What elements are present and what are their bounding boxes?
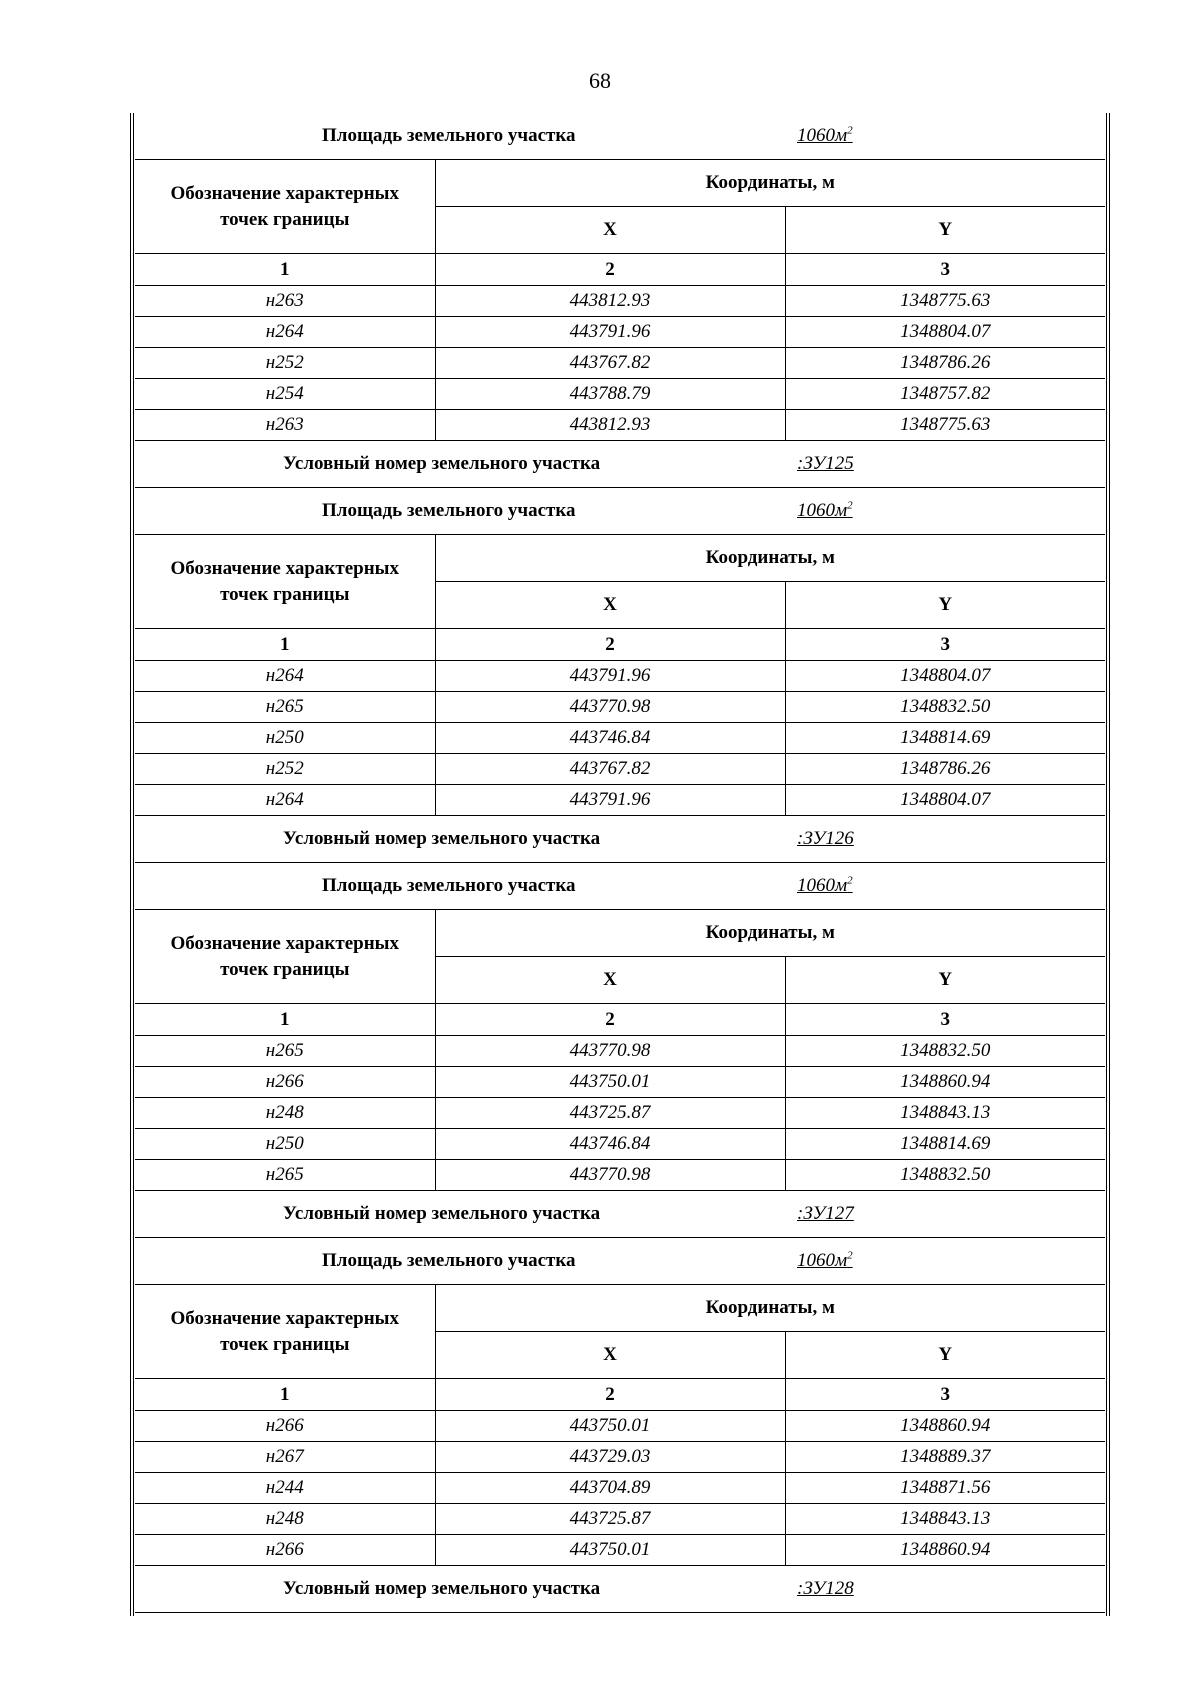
point-y: 1348775.63 [785, 410, 1105, 441]
table-row [135, 379, 1105, 410]
area-number: 1060 [797, 1250, 835, 1271]
point-designation: н266 [135, 1067, 435, 1098]
point-y: 1348871.56 [785, 1473, 1105, 1504]
table-row [135, 692, 1105, 723]
point-designation: н265 [135, 692, 435, 723]
table-row [135, 410, 1105, 441]
table-row [135, 1160, 1105, 1191]
conditional-number-label: Условный номер земельного участка [135, 441, 785, 488]
table-row [135, 1504, 1105, 1535]
area-unit-power: 2 [847, 874, 853, 887]
point-y: 1348832.50 [785, 1160, 1105, 1191]
point-x: 443767.82 [435, 754, 785, 785]
area-row [135, 863, 1105, 910]
column-number-1: 1 [135, 629, 435, 661]
x-header: X [435, 1332, 785, 1379]
point-y: 1348757.82 [785, 379, 1105, 410]
point-x: 443729.03 [435, 1442, 785, 1473]
point-x: 443770.98 [435, 1036, 785, 1067]
table-row [135, 1067, 1105, 1098]
coordinates-header: Координаты, м [435, 160, 1105, 207]
area-number: 1060 [797, 500, 835, 521]
conditional-number-text: :ЗУ128 [797, 1578, 854, 1599]
y-header: Y [785, 1332, 1105, 1379]
area-unit-power: 2 [847, 124, 853, 137]
area-label: Площадь земельного участка [135, 488, 785, 535]
frame-left-inner-line [133, 113, 134, 1616]
table-row [135, 754, 1105, 785]
coordinates-header: Координаты, м [435, 1285, 1105, 1332]
conditional-number-row [135, 1191, 1105, 1238]
point-designation: н265 [135, 1160, 435, 1191]
column-number-3: 3 [785, 1379, 1105, 1411]
column-number-2: 2 [435, 629, 785, 661]
point-x: 443746.84 [435, 1129, 785, 1160]
conditional-number-text: :ЗУ125 [797, 453, 854, 474]
point-designation: н264 [135, 317, 435, 348]
header-row [135, 910, 1105, 957]
point-designation: н250 [135, 723, 435, 754]
table-row [135, 1098, 1105, 1129]
table-row [135, 1442, 1105, 1473]
point-designation: н252 [135, 348, 435, 379]
coordinates-header: Координаты, м [435, 535, 1105, 582]
y-header: Y [785, 207, 1105, 254]
point-x: 443750.01 [435, 1535, 785, 1566]
point-designation: н248 [135, 1504, 435, 1535]
area-label: Площадь земельного участка [135, 113, 785, 160]
table-row [135, 1129, 1105, 1160]
conditional-number-value [785, 1191, 1105, 1238]
area-row [135, 1238, 1105, 1285]
point-x: 443791.96 [435, 317, 785, 348]
point-designation: н265 [135, 1036, 435, 1067]
point-y: 1348804.07 [785, 661, 1105, 692]
designation-header: Обозначение характерных точек границы [135, 160, 435, 254]
area-unit: м [835, 125, 848, 146]
area-unit-power: 2 [847, 499, 853, 512]
column-number-row [135, 254, 1105, 286]
point-y: 1348786.26 [785, 348, 1105, 379]
column-number-2: 2 [435, 254, 785, 286]
point-y: 1348860.94 [785, 1535, 1105, 1566]
header-row [135, 535, 1105, 582]
frame-right-inner-line [1106, 113, 1107, 1616]
conditional-number-label: Условный номер земельного участка [135, 1566, 785, 1613]
area-row [135, 113, 1105, 160]
coordinates-header: Координаты, м [435, 910, 1105, 957]
conditional-number-text: :ЗУ127 [797, 1203, 854, 1224]
designation-header: Обозначение характерных точек границы [135, 1285, 435, 1379]
designation-header: Обозначение характерных точек границы [135, 910, 435, 1004]
designation-header: Обозначение характерных точек границы [135, 535, 435, 629]
point-y: 1348860.94 [785, 1411, 1105, 1442]
point-y: 1348804.07 [785, 317, 1105, 348]
x-header: X [435, 582, 785, 629]
conditional-number-row [135, 816, 1105, 863]
coordinates-table-frame [130, 113, 1110, 1616]
area-unit-power: 2 [847, 1249, 853, 1262]
point-designation: н266 [135, 1535, 435, 1566]
point-designation: н252 [135, 754, 435, 785]
conditional-number-row [135, 441, 1105, 488]
point-x: 443750.01 [435, 1411, 785, 1442]
point-x: 443725.87 [435, 1098, 785, 1129]
point-x: 443746.84 [435, 723, 785, 754]
coordinates-table [135, 113, 1105, 1613]
point-x: 443725.87 [435, 1504, 785, 1535]
area-row [135, 488, 1105, 535]
point-y: 1348832.50 [785, 1036, 1105, 1067]
y-header: Y [785, 957, 1105, 1004]
point-y: 1348804.07 [785, 785, 1105, 816]
area-unit: м [835, 500, 848, 521]
point-x: 443770.98 [435, 692, 785, 723]
point-designation: н267 [135, 1442, 435, 1473]
table-row [135, 317, 1105, 348]
point-designation: н248 [135, 1098, 435, 1129]
page-number: 68 [589, 68, 611, 93]
conditional-number-row [135, 1566, 1105, 1613]
column-number-2: 2 [435, 1004, 785, 1036]
table-row [135, 348, 1105, 379]
point-y: 1348843.13 [785, 1098, 1105, 1129]
x-header: X [435, 207, 785, 254]
point-x: 443791.96 [435, 785, 785, 816]
table-row [135, 286, 1105, 317]
point-designation: н266 [135, 1411, 435, 1442]
column-number-row [135, 629, 1105, 661]
point-x: 443704.89 [435, 1473, 785, 1504]
point-x: 443812.93 [435, 410, 785, 441]
frame-left-outer-line [130, 113, 131, 1616]
area-value [785, 488, 1105, 535]
area-value [785, 863, 1105, 910]
column-number-row [135, 1379, 1105, 1411]
point-x: 443767.82 [435, 348, 785, 379]
column-number-2: 2 [435, 1379, 785, 1411]
table-row [135, 1535, 1105, 1566]
column-number-1: 1 [135, 1004, 435, 1036]
point-designation: н244 [135, 1473, 435, 1504]
conditional-number-text: :ЗУ126 [797, 828, 854, 849]
header-row [135, 1285, 1105, 1332]
point-designation: н264 [135, 661, 435, 692]
point-y: 1348814.69 [785, 1129, 1105, 1160]
table-row [135, 1036, 1105, 1067]
header-row [135, 160, 1105, 207]
column-number-3: 3 [785, 629, 1105, 661]
point-x: 443812.93 [435, 286, 785, 317]
conditional-number-label: Условный номер земельного участка [135, 1191, 785, 1238]
area-value [785, 1238, 1105, 1285]
column-number-3: 3 [785, 254, 1105, 286]
point-x: 443788.79 [435, 379, 785, 410]
area-label: Площадь земельного участка [135, 1238, 785, 1285]
area-unit: м [835, 1250, 848, 1271]
point-designation: н264 [135, 785, 435, 816]
frame-right-outer-line [1109, 113, 1110, 1616]
table-row [135, 1473, 1105, 1504]
column-number-1: 1 [135, 1379, 435, 1411]
point-x: 443791.96 [435, 661, 785, 692]
point-y: 1348889.37 [785, 1442, 1105, 1473]
conditional-number-value [785, 1566, 1105, 1613]
point-y: 1348832.50 [785, 692, 1105, 723]
point-designation: н263 [135, 286, 435, 317]
column-number-1: 1 [135, 254, 435, 286]
y-header: Y [785, 582, 1105, 629]
table-row [135, 1411, 1105, 1442]
area-unit: м [835, 875, 848, 896]
point-y: 1348860.94 [785, 1067, 1105, 1098]
area-number: 1060 [797, 875, 835, 896]
column-number-row [135, 1004, 1105, 1036]
point-y: 1348786.26 [785, 754, 1105, 785]
x-header: X [435, 957, 785, 1004]
point-designation: н254 [135, 379, 435, 410]
point-designation: н263 [135, 410, 435, 441]
point-designation: н250 [135, 1129, 435, 1160]
conditional-number-value [785, 441, 1105, 488]
point-x: 443770.98 [435, 1160, 785, 1191]
conditional-number-value [785, 816, 1105, 863]
point-y: 1348775.63 [785, 286, 1105, 317]
area-value [785, 113, 1105, 160]
table-row [135, 785, 1105, 816]
column-number-3: 3 [785, 1004, 1105, 1036]
table-row [135, 661, 1105, 692]
area-number: 1060 [797, 125, 835, 146]
point-y: 1348814.69 [785, 723, 1105, 754]
point-y: 1348843.13 [785, 1504, 1105, 1535]
area-label: Площадь земельного участка [135, 863, 785, 910]
conditional-number-label: Условный номер земельного участка [135, 816, 785, 863]
point-x: 443750.01 [435, 1067, 785, 1098]
table-row [135, 723, 1105, 754]
